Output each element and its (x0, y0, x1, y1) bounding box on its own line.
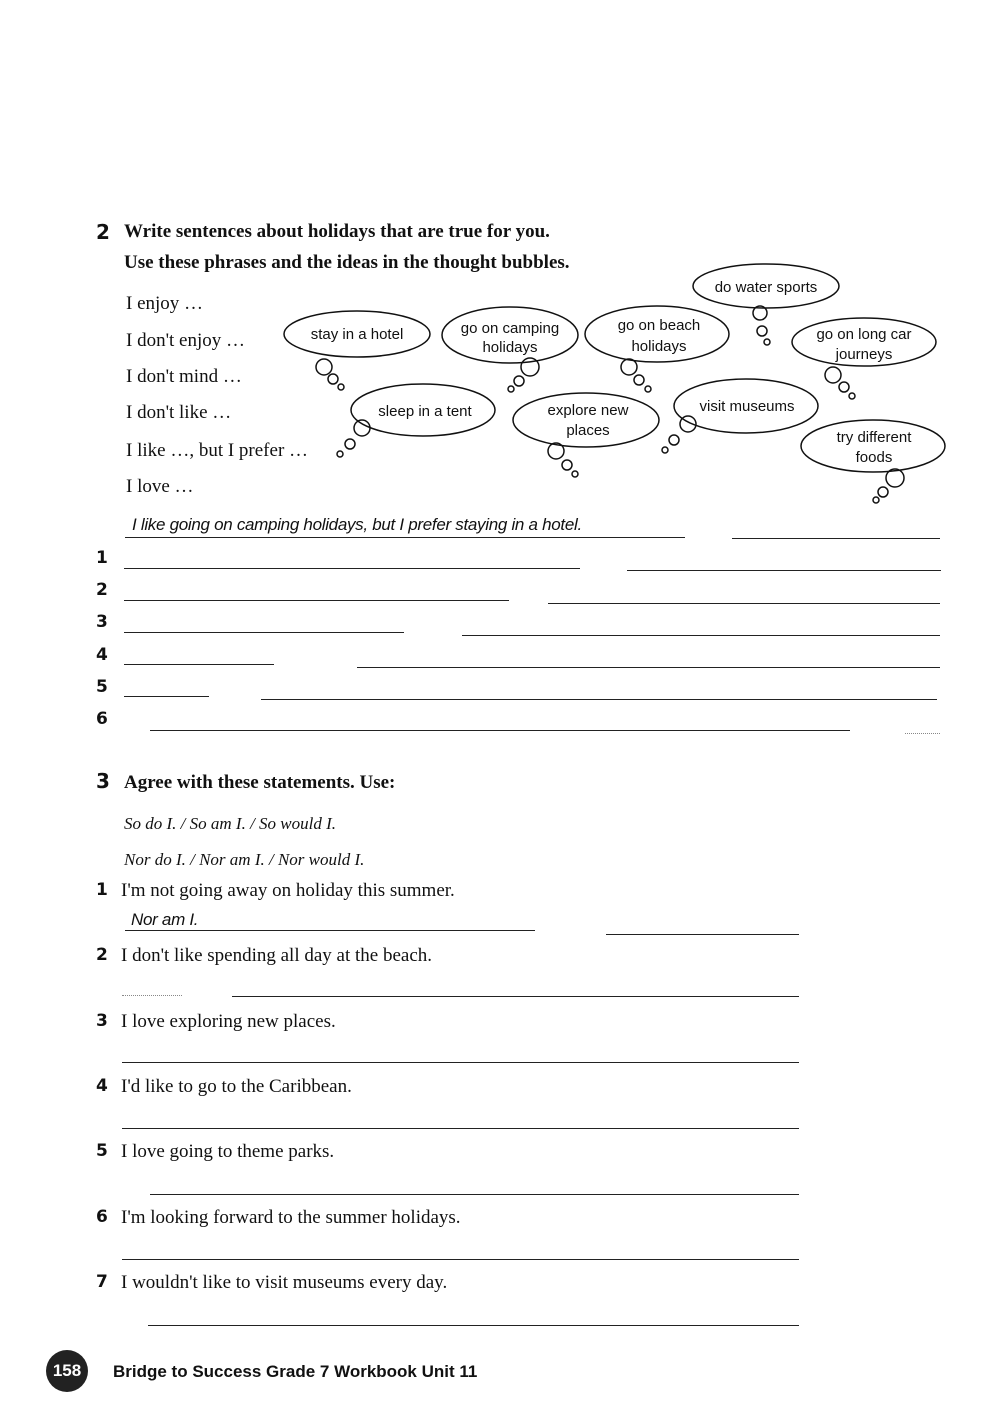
statement-2-line[interactable] (232, 996, 799, 997)
footer-title: Bridge to Success Grade 7 Workbook Unit 11 (113, 1362, 478, 1381)
statement-number-6: 6 (96, 1207, 108, 1227)
exercise-2-instruction-line-1: Write sentences about holidays that are true for you. (124, 221, 550, 242)
exercise-3-number: 3 (96, 769, 110, 793)
bubble-stay-in-hotel (284, 311, 430, 390)
statement-number-5: 5 (96, 1141, 108, 1161)
bubble-text-beach-2: holidays (631, 338, 687, 355)
answer-line-3b[interactable] (462, 635, 940, 636)
exercise-2-number: 2 (96, 220, 110, 244)
statement-6: I'm looking forward to the summer holidays. (121, 1207, 461, 1228)
example-answer-line-right (732, 538, 940, 539)
statement-number-7: 7 (96, 1272, 108, 1292)
bubble-text-car-1: go on long car (816, 326, 912, 343)
statement-7: I wouldn't like to visit museums every day. (121, 1272, 448, 1293)
answer-line-6b (905, 733, 940, 734)
bubble-text-explore-1: explore new (547, 402, 629, 419)
bubble-visit-museums (662, 379, 818, 453)
answer-line-3a[interactable] (124, 632, 404, 633)
statement-4-line[interactable] (122, 1128, 799, 1129)
line-number-4: 4 (96, 645, 108, 665)
phrase-i-dont-enjoy: I don't enjoy … (126, 330, 245, 351)
statement-2-dots (122, 995, 182, 996)
bubble-text-camping-2: holidays (482, 339, 538, 356)
statement-1-line (125, 930, 535, 931)
exercise-2-instruction-line-2: Use these phrases and the ideas in the thought bubbles. (124, 252, 570, 273)
statement-number-1: 1 (96, 880, 108, 900)
statement-number-4: 4 (96, 1076, 108, 1096)
bubble-sleep-in-tent (337, 384, 495, 457)
answer-line-4b[interactable] (357, 667, 940, 668)
line-number-2: 2 (96, 580, 108, 600)
statement-2: I don't like spending all day at the beach. (121, 945, 433, 966)
statement-4: I'd like to go to the Caribbean. (121, 1076, 352, 1097)
answer-line-6a[interactable] (150, 730, 850, 731)
bubble-text-water-sports: do water sports (714, 279, 818, 296)
example-answer: I like going on camping holidays, but I prefer staying in a hotel. (132, 515, 582, 534)
statement-3: I love exploring new places. (121, 1011, 336, 1032)
bubble-text-museums: visit museums (699, 398, 795, 415)
line-number-1: 1 (96, 548, 108, 568)
phrase-i-love: I love … (126, 476, 194, 497)
answer-line-1a[interactable] (124, 568, 580, 569)
phrase-i-enjoy: I enjoy … (126, 293, 204, 314)
bubble-text-car-2: journeys (835, 346, 893, 363)
answer-line-2a[interactable] (124, 600, 509, 601)
statement-1: I'm not going away on holiday this summer. (121, 880, 455, 901)
statement-1-line-right (606, 934, 799, 935)
bubble-text-camping-1: go on camping (460, 320, 560, 337)
statement-6-line[interactable] (122, 1259, 799, 1260)
answer-line-4a[interactable] (124, 664, 274, 665)
bubble-text-tent: sleep in a tent (378, 403, 472, 420)
statement-number-2: 2 (96, 945, 108, 965)
bubble-text-explore-2: places (566, 422, 610, 439)
bubble-text-hotel: stay in a hotel (310, 326, 404, 343)
line-number-3: 3 (96, 612, 108, 632)
page-number-badge: 158 (46, 1350, 88, 1392)
example-answer-line (125, 537, 685, 538)
statement-5-line[interactable] (150, 1194, 799, 1195)
line-number-6: 6 (96, 709, 108, 729)
statement-number-3: 3 (96, 1011, 108, 1031)
statement-5: I love going to theme parks. (121, 1141, 335, 1162)
statement-7-line[interactable] (148, 1325, 799, 1326)
option-line-so: So do I. / So am I. / So would I. (124, 814, 337, 833)
statement-3-line[interactable] (122, 1062, 799, 1063)
answer-line-1b[interactable] (627, 570, 941, 571)
phrase-i-dont-mind: I don't mind … (126, 366, 242, 387)
option-line-nor: Nor do I. / Nor am I. / Nor would I. (124, 850, 365, 869)
line-number-5: 5 (96, 677, 108, 697)
phrase-i-dont-like: I don't like … (126, 402, 232, 423)
answer-line-5b[interactable] (261, 699, 937, 700)
thought-bubbles (0, 0, 992, 520)
answer-line-2b[interactable] (548, 603, 940, 604)
answer-line-5a[interactable] (124, 696, 209, 697)
bubble-text-foods-1: try different (836, 429, 912, 446)
exercise-3-instruction: Agree with these statements. Use: (124, 772, 396, 793)
phrase-i-like-but-prefer: I like …, but I prefer … (126, 440, 309, 461)
bubble-text-foods-2: foods (855, 449, 893, 466)
bubble-text-beach-1: go on beach (617, 317, 701, 334)
statement-1-answer: Nor am I. (131, 910, 199, 929)
